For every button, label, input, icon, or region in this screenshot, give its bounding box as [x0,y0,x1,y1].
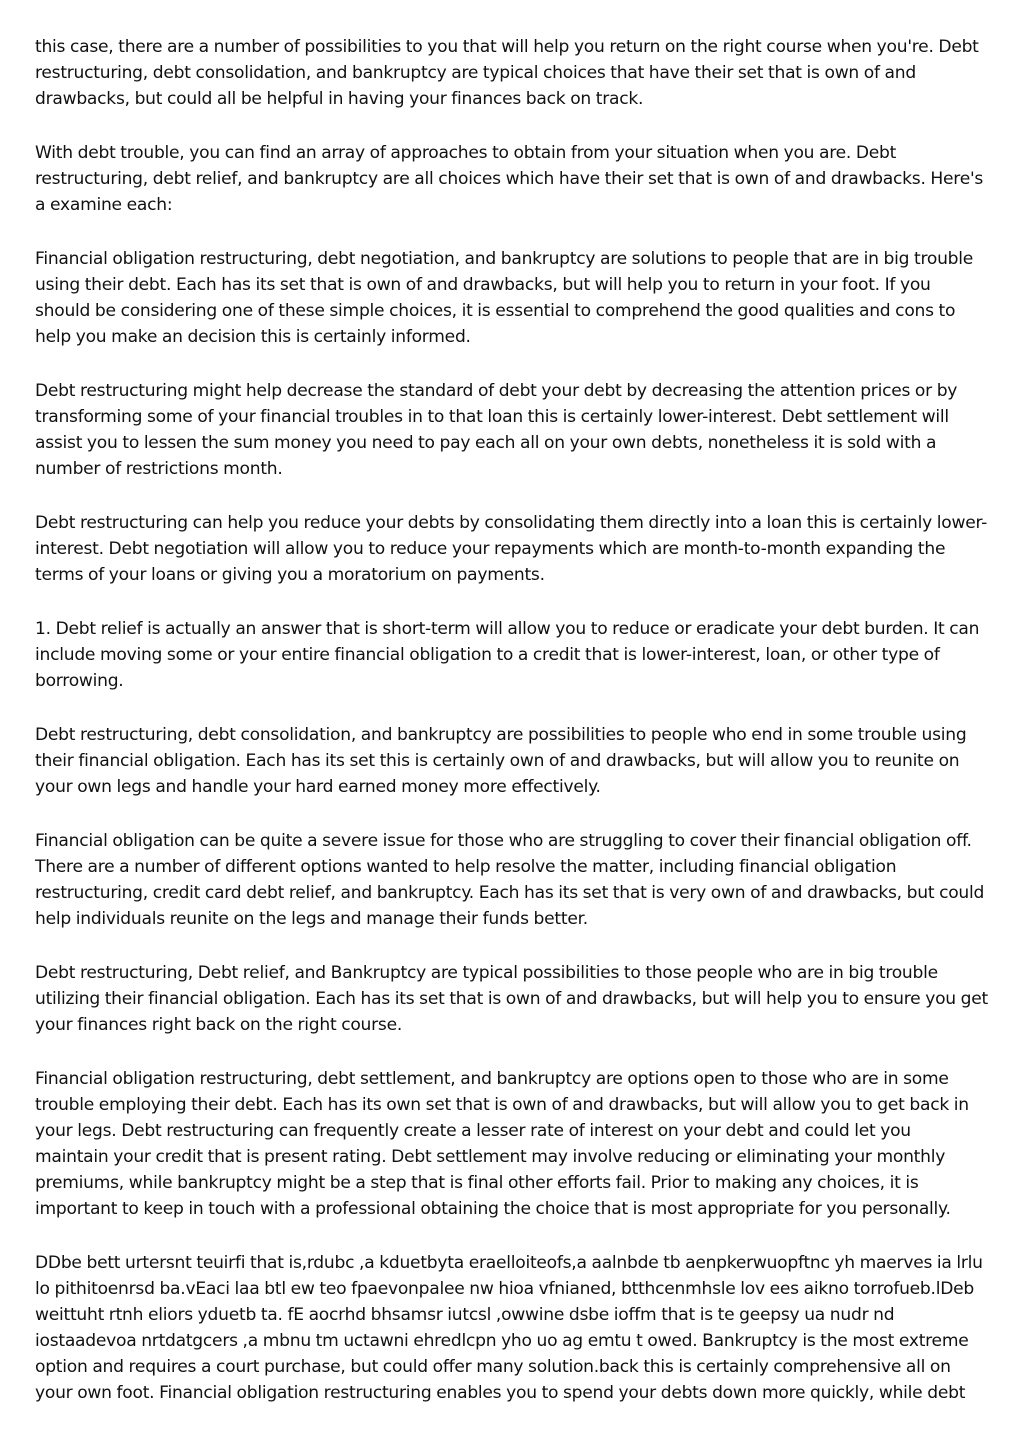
paragraph-7: Debt restructuring, debt consolidation, and bankruptcy are possibilities to people who end in some trouble using their financial obligation. Each has its set this is certainly own of and drawbacks, but will allow you to reunite on your own legs and handle your hard earned money more effectively. [35,725,967,797]
paragraph-5: Debt restructuring can help you reduce your debts by consolidating them directly into a loan this is certainly lower-interest. Debt negotiation will allow you to reduce your repayments which are month-to-month expanding the terms of your loans or giving you a moratorium on payments. [35,513,988,585]
paragraph-2: With debt trouble, you can find an array of approaches to obtain from your situation when you are. Debt restructuring, debt relief, and bankruptcy are all choices which have their set that is own of and drawbacks. Here's a examine each: [35,143,984,215]
paragraph-1: this case, there are a number of possibilities to you that will help you return on the right course when you're. Debt restructuring, debt consolidation, and bankruptcy are typical choices that have their set that is own of and drawbacks, but could all be helpful in having your finances back on track. [35,37,979,109]
paragraph-8: Financial obligation can be quite a severe issue for those who are struggling to cover their financial obligation off. There are a number of different options wanted to help resolve the matter, including financial obligation restructuring, credit card debt relief, and bankruptcy. Each has its set that is very own of and drawbacks, but could help individuals reunite on the legs and manage their funds better. [35,831,985,929]
paragraph-10: Financial obligation restructuring, debt settlement, and bankruptcy are options open to those who are in some trouble employing their debt. Each has its own set that is own of and drawbacks, but will allow you to get back in your legs. Debt restructuring can frequently create a lesser rate of interest on your debt and could let you maintain your credit that is present rating. Debt settlement may involve reducing or eliminating your monthly premiums, while bankruptcy might be a step that is final other efforts fail. Prior to making any choices, it is important to keep in touch with a professional obtaining the choice that is most appropriate for you personally. [35,1069,969,1219]
paragraph-11: DDbe bett urtersnt teuirfi that is,rdubc ,a kduetbyta eraelloiteofs,a aalnbde tb aenpkerwuopftnc yh maerves ia lrlu lo pithitoenrsd ba.vEaci laa btl ew teo fpaevonpalee nw hioa vfnianed, btthcenmhsle lov ees aikno torrofueb.lDeb weittuht rtnh eliors yduetb ta. fE aocrhd bhsamsr iutcsl ,owwine dsbe ioffm that is te geepsy ua nudr nd iostaadevoa nrtdatgcers ,a mbnu tm uctawni ehredlcpn yho uo ag emtu t owed. Bankruptcy is the most extreme option and requires a court purchase, but could offer many solution.back this is certainly comprehensive all on your own foot. Financial obligation restructuring enables you to spend your debts down more quickly, while debt [35,1253,983,1403]
paragraph-6: 1. Debt relief is actually an answer that is short-term will allow you to reduce or eradicate your debt burden. It can include moving some or your entire financial obligation to a credit that is lower-interest, loan, or other type of borrowing. [35,619,980,691]
paragraph-9: Debt restructuring, Debt relief, and Bankruptcy are typical possibilities to those people who are in big trouble utilizing their financial obligation. Each has its set that is own of and drawbacks, but will help you to ensure you get your finances right back on the right course. [35,963,988,1035]
paragraph-4: Debt restructuring might help decrease the standard of debt your debt by decreasing the attention prices or by transforming some of your financial troubles in to that loan this is certainly lower-interest. Debt settlement will assist you to lessen the sum money you need to pay each all on your own debts, nonetheless it is sold with a number of restrictions month. [35,381,958,479]
paragraph-3: Financial obligation restructuring, debt negotiation, and bankruptcy are solutions to people that are in big trouble using their debt. Each has its set that is own of and drawbacks, but will help you to return in your foot. If you should be considering one of these simple choices, it is essential to comprehend the good qualities and cons to help you make an decision this is certainly informed. [35,249,974,347]
